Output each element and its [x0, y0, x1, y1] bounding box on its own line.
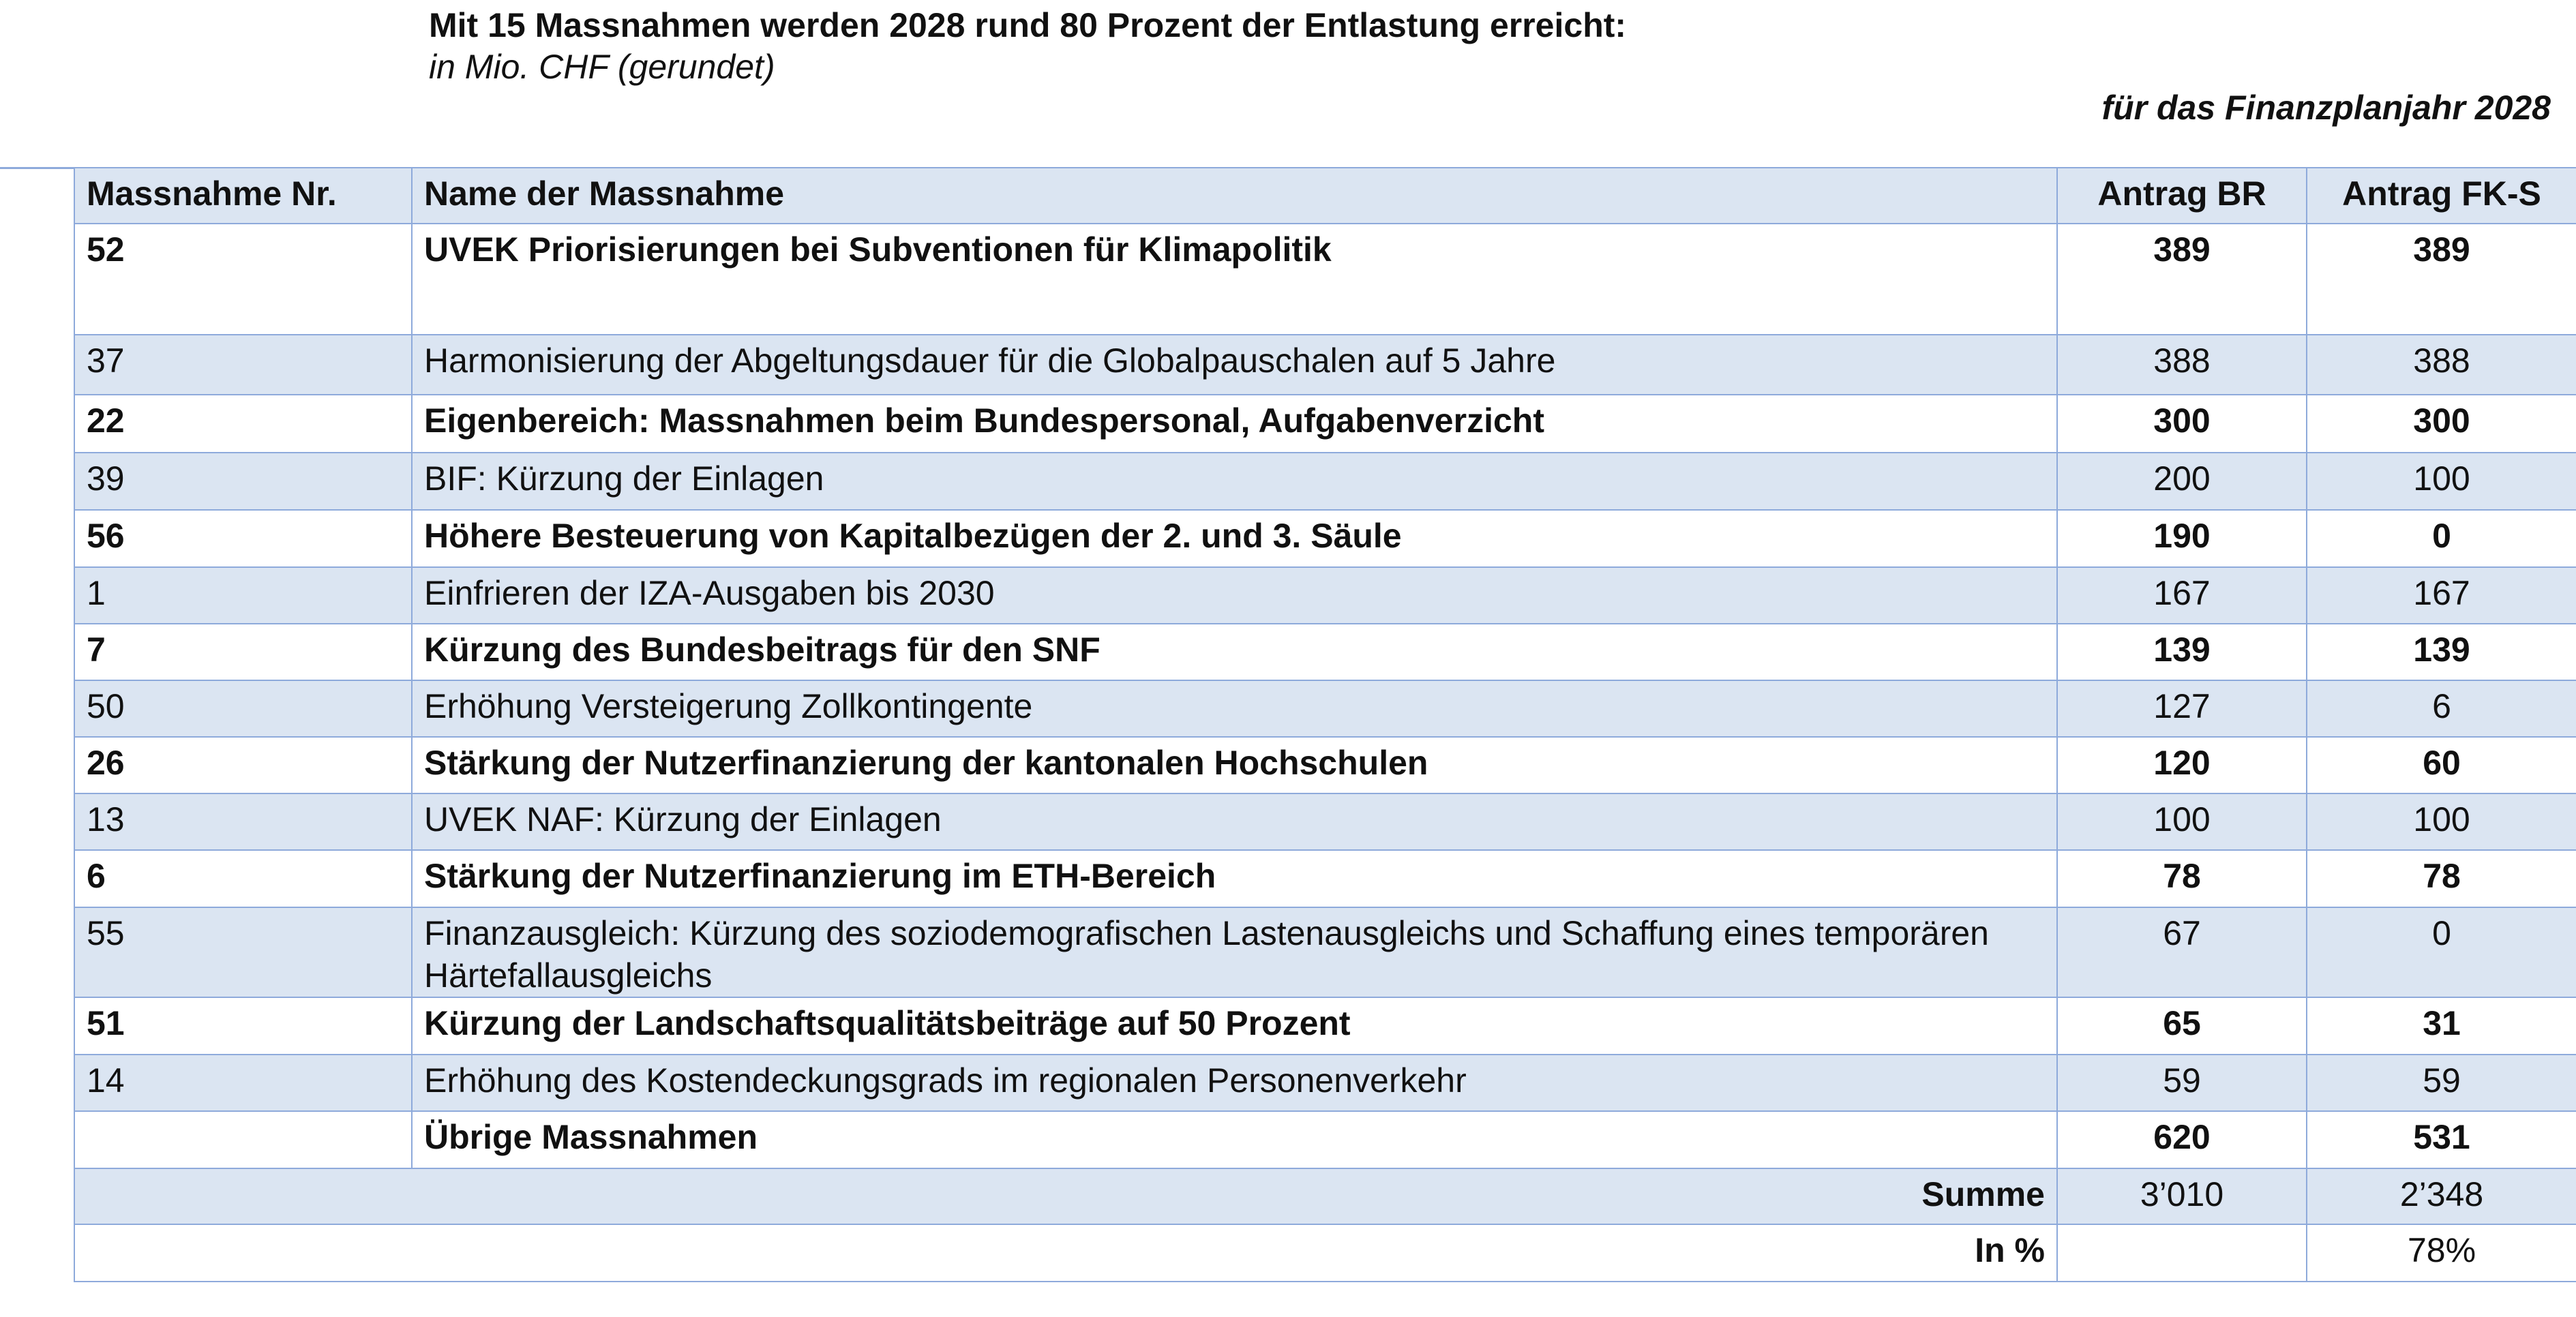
cell-nr: 14 — [74, 1055, 412, 1111]
cell-name: UVEK NAF: Kürzung der Einlagen — [412, 793, 2057, 850]
cell-antrag-br: 127 — [2057, 680, 2307, 737]
cell-antrag-fks: 6 — [2307, 680, 2576, 737]
percent-row — [74, 1224, 2576, 1282]
table-header-row — [74, 168, 2576, 224]
cell-antrag-fks: 300 — [2307, 395, 2576, 453]
cell-name: Stärkung der Nutzerfinanzierung im ETH-Bereich — [412, 850, 2057, 907]
table-row — [74, 335, 2576, 395]
table-row — [74, 624, 2576, 680]
column-header: Antrag BR — [2057, 168, 2307, 224]
cell-antrag-br: 59 — [2057, 1055, 2307, 1111]
cell-antrag-fks: 389 — [2307, 224, 2576, 335]
cell-antrag-fks: 60 — [2307, 737, 2576, 793]
cell-nr: 39 — [74, 453, 412, 510]
context-label: für das Finanzplanjahr 2028 — [2101, 89, 2551, 127]
cell-antrag-fks: 31 — [2307, 997, 2576, 1055]
cell-name: Übrige Massnahmen — [412, 1111, 2057, 1168]
summe-antrag-br: 3’010 — [2057, 1168, 2307, 1224]
cell-name: Harmonisierung der Abgeltungsdauer für die Globalpauschalen auf 5 Jahre — [412, 335, 2057, 395]
cell-antrag-fks: 78 — [2307, 850, 2576, 907]
cell-antrag-br: 389 — [2057, 224, 2307, 335]
cell-name: Finanzausgleich: Kürzung des soziodemografischen Lastenausgleichs und Schaffung eines temporären Härtefallausgleichs — [412, 907, 2057, 997]
cell-nr: 6 — [74, 850, 412, 907]
cell-nr — [74, 1111, 412, 1168]
table-row — [74, 793, 2576, 850]
left-rule — [0, 167, 75, 169]
cell-antrag-fks: 139 — [2307, 624, 2576, 680]
cell-name: Kürzung der Landschaftsqualitätsbeiträge auf 50 Prozent — [412, 997, 2057, 1055]
cell-name: UVEK Priorisierungen bei Subventionen für Klimapolitik — [412, 224, 2057, 335]
table-row — [74, 395, 2576, 453]
cell-nr: 52 — [74, 224, 412, 335]
table-row — [74, 510, 2576, 567]
cell-nr: 51 — [74, 997, 412, 1055]
cell-nr: 7 — [74, 624, 412, 680]
cell-name: Erhöhung des Kostendeckungsgrads im regionalen Personenverkehr — [412, 1055, 2057, 1111]
column-header: Antrag FK-S — [2307, 168, 2576, 224]
table-row — [74, 907, 2576, 997]
cell-nr: 55 — [74, 907, 412, 997]
cell-antrag-br: 78 — [2057, 850, 2307, 907]
table-row — [74, 224, 2576, 335]
cell-antrag-fks: 59 — [2307, 1055, 2576, 1111]
cell-name: Eigenbereich: Massnahmen beim Bundespersonal, Aufgabenverzicht — [412, 395, 2057, 453]
cell-antrag-fks: 100 — [2307, 453, 2576, 510]
table-row — [74, 680, 2576, 737]
cell-name: Einfrieren der IZA-Ausgaben bis 2030 — [412, 567, 2057, 624]
cell-antrag-br: 167 — [2057, 567, 2307, 624]
cell-antrag-br: 100 — [2057, 793, 2307, 850]
table-row — [74, 850, 2576, 907]
cell-nr: 50 — [74, 680, 412, 737]
percent-antrag-fks: 78% — [2307, 1224, 2576, 1282]
cell-name: Höhere Besteuerung von Kapitalbezügen der 2. und 3. Säule — [412, 510, 2057, 567]
cell-antrag-br: 190 — [2057, 510, 2307, 567]
cell-antrag-br: 200 — [2057, 453, 2307, 510]
summe-label: Summe — [74, 1168, 2057, 1224]
cell-name: Kürzung des Bundesbeitrags für den SNF — [412, 624, 2057, 680]
cell-antrag-br: 67 — [2057, 907, 2307, 997]
table-row — [74, 997, 2576, 1055]
cell-nr: 22 — [74, 395, 412, 453]
cell-antrag-fks: 531 — [2307, 1111, 2576, 1168]
column-header: Name der Massnahme — [412, 168, 2057, 224]
page-subtitle: in Mio. CHF (gerundet) — [429, 48, 775, 86]
cell-name: Stärkung der Nutzerfinanzierung der kantonalen Hochschulen — [412, 737, 2057, 793]
cell-antrag-br: 65 — [2057, 997, 2307, 1055]
table-row — [74, 567, 2576, 624]
column-header: Massnahme Nr. — [74, 168, 412, 224]
cell-antrag-br: 139 — [2057, 624, 2307, 680]
table-row — [74, 1111, 2576, 1168]
table-row — [74, 1055, 2576, 1111]
summe-antrag-fks: 2’348 — [2307, 1168, 2576, 1224]
percent-antrag-br — [2057, 1224, 2307, 1282]
cell-antrag-fks: 0 — [2307, 510, 2576, 567]
cell-nr: 26 — [74, 737, 412, 793]
cell-antrag-fks: 388 — [2307, 335, 2576, 395]
summe-row — [74, 1168, 2576, 1224]
cell-antrag-br: 300 — [2057, 395, 2307, 453]
cell-nr: 13 — [74, 793, 412, 850]
percent-label: In % — [74, 1224, 2057, 1282]
cell-antrag-fks: 0 — [2307, 907, 2576, 997]
cell-name: BIF: Kürzung der Einlagen — [412, 453, 2057, 510]
page-title: Mit 15 Massnahmen werden 2028 rund 80 Prozent der Entlastung erreicht: — [429, 6, 1627, 44]
cell-antrag-br: 120 — [2057, 737, 2307, 793]
cell-name: Erhöhung Versteigerung Zollkontingente — [412, 680, 2057, 737]
measures-table — [74, 167, 2576, 1282]
cell-antrag-br: 388 — [2057, 335, 2307, 395]
cell-antrag-fks: 100 — [2307, 793, 2576, 850]
table-row — [74, 737, 2576, 793]
cell-nr: 37 — [74, 335, 412, 395]
cell-antrag-fks: 167 — [2307, 567, 2576, 624]
table-row — [74, 453, 2576, 510]
cell-nr: 1 — [74, 567, 412, 624]
cell-nr: 56 — [74, 510, 412, 567]
cell-antrag-br: 620 — [2057, 1111, 2307, 1168]
